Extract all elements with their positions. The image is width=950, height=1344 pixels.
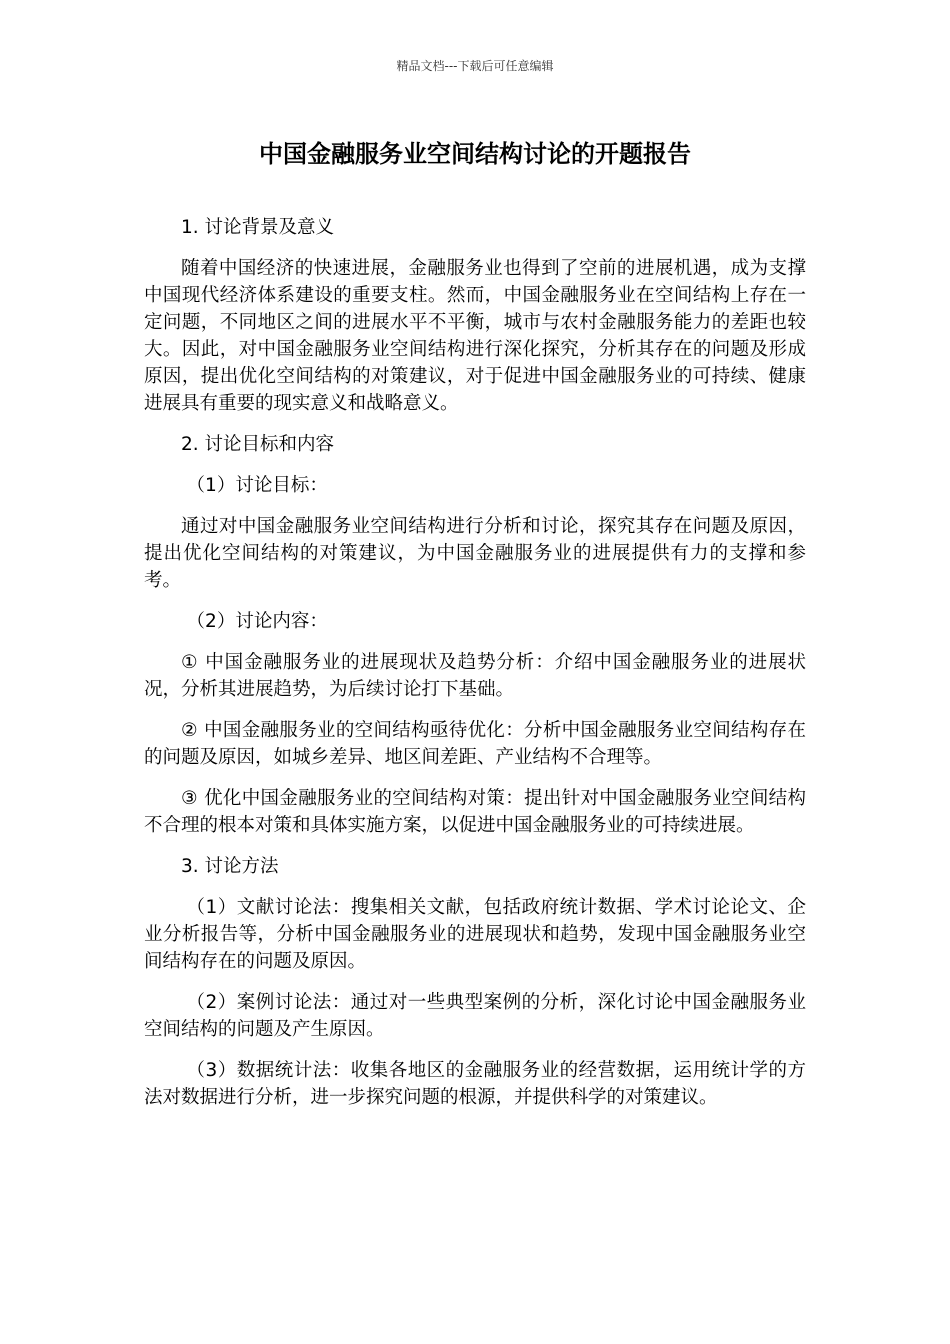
page-header-watermark: 精品文档---下载后可任意编辑 [396,59,554,73]
document-title: 中国金融服务业空间结构讨论的开题报告 [259,140,691,168]
paragraph-content-item-1: ① 中国金融服务业的进展现状及趋势分析：介绍中国金融服务业的进展状况，分析其进展趋势，为后续讨论打下基础。 [144,652,806,700]
paragraph-goal: 通过对中国金融服务业空间结构进行分析和讨论，探究其存在问题及原因，提出优化空间结构的对策建议，为中国金融服务业的进展提供有力的支撑和参考。 [144,516,806,591]
paragraph-background: 随着中国经济的快速进展，金融服务业也得到了空前的进展机遇，成为支撑中国现代经济体系建设的重要支柱。然而，中国金融服务业在空间结构上存在一定问题，不同地区之间的进展水平不平衡，城市与农村金融服务能力的差距也较大。因此，对中国金融服务业空间结构进行深化探究，分析其存在的问题及形成原因，提出优化空间结构的对策建议，对于促进中国金融服务业的可持续、健康进展具有重要的现实意义和战略意义。 [144,258,806,414]
section-heading-background: 1. 讨论背景及意义 [181,217,335,238]
paragraph-content-item-2: ② 中国金融服务业的空间结构亟待优化：分析中国金融服务业空间结构存在的问题及原因，如城乡差异、地区间差距、产业结构不合理等。 [144,720,806,768]
paragraph-content-item-3: ③ 优化中国金融服务业的空间结构对策：提出针对中国金融服务业空间结构不合理的根本对策和具体实施方案，以促进中国金融服务业的可持续进展。 [144,788,806,836]
section-heading-methods: 3. 讨论方法 [181,856,279,877]
section-heading-goals: 2. 讨论目标和内容 [181,434,335,455]
paragraph-method-statistics: （3）数据统计法：收集各地区的金融服务业的经营数据，运用统计学的方法对数据进行分析，进一步探究问题的根源，并提供科学的对策建议。 [144,1060,806,1108]
document-body [144,214,806,1125]
subheading-goal: （1）讨论目标： [186,475,328,496]
paragraph-method-literature: （1）文献讨论法：搜集相关文献，包括政府统计数据、学术讨论论文、企业分析报告等，分析中国金融服务业的进展现状和趋势，发现中国金融服务业空间结构存在的问题及原因。 [144,897,806,972]
subheading-content: （2）讨论内容： [186,611,328,632]
paragraph-method-case: （2）案例讨论法：通过对一些典型案例的分析，深化讨论中国金融服务业空间结构的问题及产生原因。 [144,992,806,1040]
